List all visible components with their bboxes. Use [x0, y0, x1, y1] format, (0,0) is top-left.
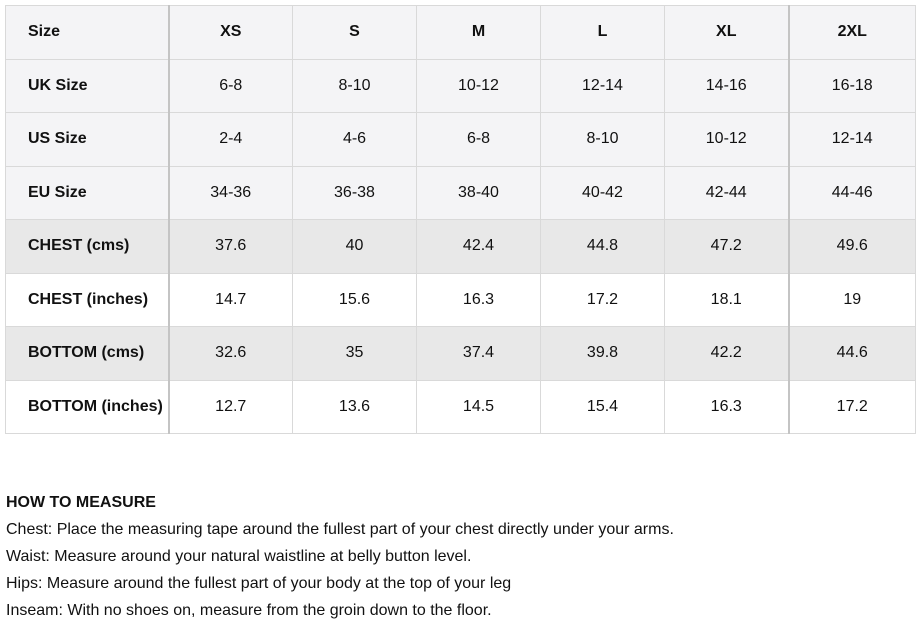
- size-chart-table: [5, 5, 916, 434]
- header-cell-s: S: [293, 6, 417, 60]
- table-cell: 12-14: [541, 59, 665, 113]
- how-to-measure-heading: HOW TO MEASURE: [6, 494, 156, 511]
- row-label: US Size: [6, 113, 169, 167]
- how-to-measure-section: [6, 489, 906, 624]
- table-cell: 17.2: [541, 273, 665, 327]
- table-cell: 16-18: [789, 59, 916, 113]
- header-cell-xl: XL: [665, 6, 789, 60]
- table-cell: 38-40: [417, 166, 541, 220]
- row-label: BOTTOM (cms): [6, 327, 169, 381]
- table-cell: 37.4: [417, 327, 541, 381]
- table-cell: 12.7: [169, 380, 293, 434]
- table-cell: 8-10: [541, 113, 665, 167]
- table-cell: 44-46: [789, 166, 916, 220]
- table-cell: 16.3: [417, 273, 541, 327]
- table-cell: 17.2: [789, 380, 916, 434]
- row-label: CHEST (inches): [6, 273, 169, 327]
- table-cell: 32.6: [169, 327, 293, 381]
- table-cell: 4-6: [293, 113, 417, 167]
- table-cell: 14.5: [417, 380, 541, 434]
- row-label: CHEST (cms): [6, 220, 169, 274]
- measure-instruction-inseam: Inseam: With no shoes on, measure from the groin down to the floor.: [6, 602, 492, 619]
- table-cell: 44.8: [541, 220, 665, 274]
- table-cell: 14.7: [169, 273, 293, 327]
- table-cell: 6-8: [169, 59, 293, 113]
- table-cell: 15.6: [293, 273, 417, 327]
- table-cell: 14-16: [665, 59, 789, 113]
- row-label: UK Size: [6, 59, 169, 113]
- table-header-row: [6, 6, 916, 60]
- table-cell: 19: [789, 273, 916, 327]
- table-cell: 42.2: [665, 327, 789, 381]
- table-row-bottom-inches: [6, 380, 916, 434]
- table-cell: 44.6: [789, 327, 916, 381]
- table-row-us-size: [6, 113, 916, 167]
- table-cell: 10-12: [417, 59, 541, 113]
- table-cell: 40-42: [541, 166, 665, 220]
- header-cell-2xl: 2XL: [789, 6, 916, 60]
- header-cell-m: M: [417, 6, 541, 60]
- table-row-uk-size: [6, 59, 916, 113]
- table-cell: 34-36: [169, 166, 293, 220]
- row-label: EU Size: [6, 166, 169, 220]
- table-cell: 10-12: [665, 113, 789, 167]
- header-cell-xs: XS: [169, 6, 293, 60]
- table-cell: 47.2: [665, 220, 789, 274]
- measure-instruction-chest: Chest: Place the measuring tape around the fullest part of your chest directly under your arms.: [6, 521, 674, 538]
- table-cell: 35: [293, 327, 417, 381]
- table-row-bottom-cms: [6, 327, 916, 381]
- table-cell: 2-4: [169, 113, 293, 167]
- table-cell: 8-10: [293, 59, 417, 113]
- table-cell: 16.3: [665, 380, 789, 434]
- table-cell: 37.6: [169, 220, 293, 274]
- table-cell: 42-44: [665, 166, 789, 220]
- header-cell-l: L: [541, 6, 665, 60]
- table-cell: 18.1: [665, 273, 789, 327]
- table-cell: 49.6: [789, 220, 916, 274]
- table-cell: 40: [293, 220, 417, 274]
- table-row-chest-inches: [6, 273, 916, 327]
- header-cell-size: Size: [6, 6, 169, 60]
- table-cell: 13.6: [293, 380, 417, 434]
- table-cell: 12-14: [789, 113, 916, 167]
- table-cell: 39.8: [541, 327, 665, 381]
- table-cell: 42.4: [417, 220, 541, 274]
- table-row-chest-cms: [6, 220, 916, 274]
- measure-instruction-hips: Hips: Measure around the fullest part of your body at the top of your leg: [6, 575, 512, 592]
- table-cell: 6-8: [417, 113, 541, 167]
- measure-instruction-waist: Waist: Measure around your natural waistline at belly button level.: [6, 548, 472, 565]
- table-row-eu-size: [6, 166, 916, 220]
- table-cell: 36-38: [293, 166, 417, 220]
- table-cell: 15.4: [541, 380, 665, 434]
- row-label: BOTTOM (inches): [6, 380, 169, 434]
